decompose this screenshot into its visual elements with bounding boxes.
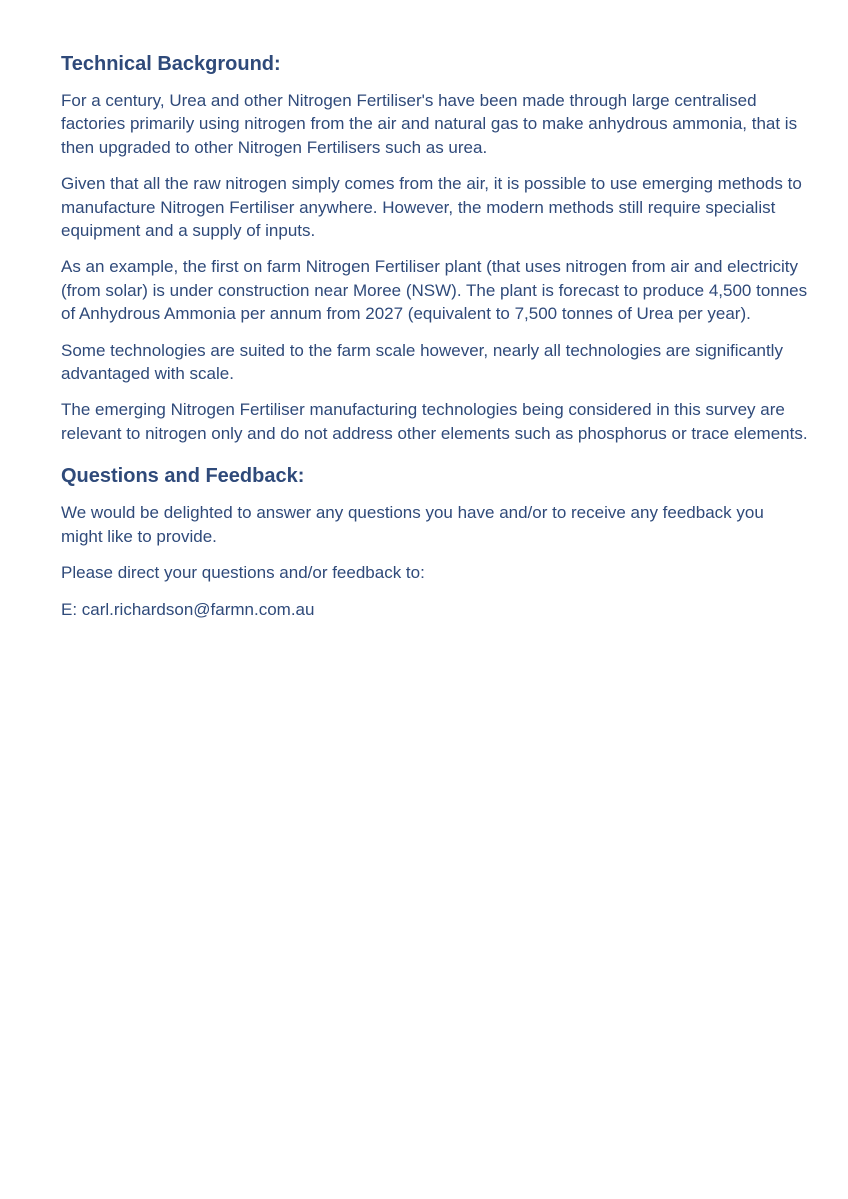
document-page	[61, 50, 809, 634]
technical-background-paragraph-4: Some technologies are suited to the farm scale however, nearly all technologies are significantly advantaged with scale.	[61, 340, 783, 384]
technical-background-section	[61, 50, 809, 445]
technical-background-paragraph-5: The emerging Nitrogen Fertiliser manufacturing technologies being considered in this survey are relevant to nitrogen only and do not address other elements such as phosphorus or trace elements.	[61, 400, 808, 443]
technical-background-heading: Technical Background:	[61, 53, 281, 75]
questions-feedback-section	[61, 462, 809, 621]
technical-background-paragraph-3: As an example, the first on farm Nitrogen Fertiliser plant (that uses nitrogen from air and electricity (from solar) is under construction near Moree (NSW). The plant is forecast to produce 4,500 tonnes of Anhydrous Ammonia per annum from 2027 (equivalent to 7,500 tonnes of Urea per year).	[61, 257, 808, 324]
questions-feedback-paragraph-2: Please direct your questions and/or feedback to:	[61, 563, 425, 583]
questions-feedback-paragraph-1: We would be delighted to answer any questions you have and/or to receive any feedback you might like to provide.	[61, 503, 764, 546]
technical-background-paragraph-2: Given that all the raw nitrogen simply comes from the air, it is possible to use emerging methods to manufacture Nitrogen Fertiliser anywhere. However, the modern methods still require specialist equipment and a supply of inputs.	[61, 174, 802, 241]
technical-background-paragraph-1: For a century, Urea and other Nitrogen Fertiliser's have been made through large centralised factories primarily using nitrogen from the air and natural gas to make anhydrous ammonia, that is then upgraded to other Nitrogen Fertilisers such as urea.	[61, 91, 798, 157]
questions-feedback-heading: Questions and Feedback:	[61, 465, 305, 488]
contact-email: E: carl.richardson@farmn.com.au	[61, 599, 315, 619]
